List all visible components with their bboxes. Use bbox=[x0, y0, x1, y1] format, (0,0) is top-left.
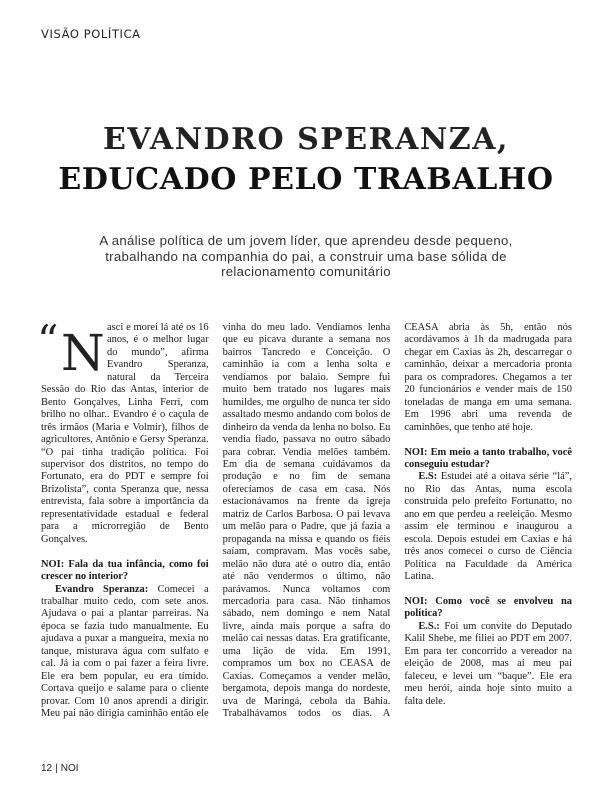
page-footer bbox=[41, 763, 79, 774]
section-label: VISÃO POLÍTICA bbox=[41, 27, 141, 41]
article-title-line2: EDUCADO PELO TRABALHO bbox=[58, 162, 554, 197]
opening-paragraph bbox=[37, 316, 209, 546]
article-title bbox=[0, 120, 612, 200]
answer-1-speaker: Evandro Speranza: bbox=[55, 583, 149, 595]
answer-2-speaker: E.S: bbox=[418, 471, 438, 483]
answer-3-text: Foi um convite do Deputado Kalil Shebe, me filiei ao PDT em 2007. Em para ter concorrido a vereador na eleição de 2008, mas aí meu pai faleceu, e levei um “baque”. Ele era meu herói, ainda hoje sinto muito a falta dele. bbox=[404, 620, 572, 707]
interview-question-3: NOI: Como você se envolveu na política? bbox=[404, 595, 572, 620]
article-body bbox=[37, 316, 572, 730]
answer-3-speaker: E.S.: bbox=[418, 620, 440, 632]
article-subtitle: A análise política de um jovem líder, que aprendeu desde pequeno, trabalhando na companhia do pai, a construir uma base sólida de relacionamento comunitário bbox=[99, 233, 513, 279]
interview-question-2: NOI: Em meio a tanto trabalho, você conseguiu estudar? bbox=[404, 446, 572, 470]
magazine-name: NOI bbox=[60, 763, 79, 774]
answer-1-text: Comecei a trabalhar muito cedo, com sete anos. Ajudava o pai a plantar parreiras. Na época se fazia tudo manualmente. Eu ajudava a puxar a mangueira, mexia no tanque, misturava água com sulfato e cal. Já ia com o pai fazer a feira livre. Ele era bem popular, eu era tímido. Cortava queijo e salame para o cliente provar. Com 10 anos aprendi a dirigir. Meu pai não dirigia caminhão então ele vinha do meu lado. Vendíamos lenha que eu picava durante a semana nos bairros Tancredo e Conceição. O caminhão ia com a lenha solta e vendíamos por balaio. Sempre fui muito bem tratado nos lugares mais humildes, me orgulho de nunca ter sido assaltado mesmo andando com bolos de dinheiro da venda da lenha no bolso. Eu vendia fiado, passava no outro sábado para cobrar. Vendia melões também. Em dia de semana cuidávamos da produção e no fim de semana oferecíamos de casa em casa. Nós estacionávamos na frente da igreja matriz de Carlos Barbosa. O pai levava um melão para o Padre, que já fazia a propaganda na missa e quando os fiéis saíam, compravam. Mas vocês sabe, melão não dura até o outro dia, então até não vendermos o último, não parávamos. Nunca voltamos com mercadoria para casa. Não tínhamos sábado, nem domingo e nem Natal livre, ainda mais porque a safra do melão cai nessas datas. Era gratificante, uma lição de vida. Em 1991, compramos um box no CEASA de Caxias. Começamos a vender melão, bergamota, depois manga do nordeste, uva de Maringá, cebola da Bahia. Trabalhávamos todos os dias. A CEASA abria às 5h, então nós acordávamos à 1h da madrugada para chegar em Caxias às 2h, descarregar o caminhão, deixar a mercadoria pronta para os compradores. Chegamos a ter 20 funcionários e vender mais de 150 toneladas de manga em uma semana. Em 1996 abri uma revenda de caminhões, que tenho até hoje. bbox=[41, 322, 572, 720]
footer-separator: | bbox=[55, 763, 58, 774]
answer-2-text: Estudei até a oitava série “lá”, no Rio das Antas, numa escola construída pelo prefeito Fortunatto, no ano em que perdeu a reeleição. Mesmo assim ele terminou e inaugurou a escola. Depois estudei em Caxias e há três anos comecei o curso de Ciência Política na Faculdade da América Latina. bbox=[404, 471, 572, 583]
interview-question-1: NOI: Fala da tua infância, como foi crescer no interior? bbox=[41, 558, 209, 583]
page-number: 12 bbox=[41, 763, 53, 774]
opening-paragraph-text: asci e morei lá até os 16 anos, é o melhor lugar do mundo”, afirma Evandro Speranza, natural da Terceira Sessão do Rio das Antas, interior de Bento Gonçalves, Linha Ferri, com brilho no olhar.. Evandro é o caçula de três irmãos (Maria e Volmir), filhos de agricultores, Antônio e Gersy Speranza. “O pai tinha tradição política. Foi supervisor dos distritos, no tempo do Fortunato, era do PDT e sempre foi Brizolista”, conta Speranza que, nessa entrevista, fala sobre a importância da representatividade estadual e federal para a microrregião de Bento Gonçalves. bbox=[41, 322, 209, 545]
interview-answer-2 bbox=[404, 471, 572, 583]
dropcap-block bbox=[37, 316, 105, 382]
dropcap-letter: N bbox=[61, 324, 105, 382]
article-title-line1: EVANDRO SPERANZA, bbox=[103, 122, 509, 157]
interview-answer-3 bbox=[404, 621, 572, 708]
opening-quote-mark: “ bbox=[37, 316, 59, 365]
